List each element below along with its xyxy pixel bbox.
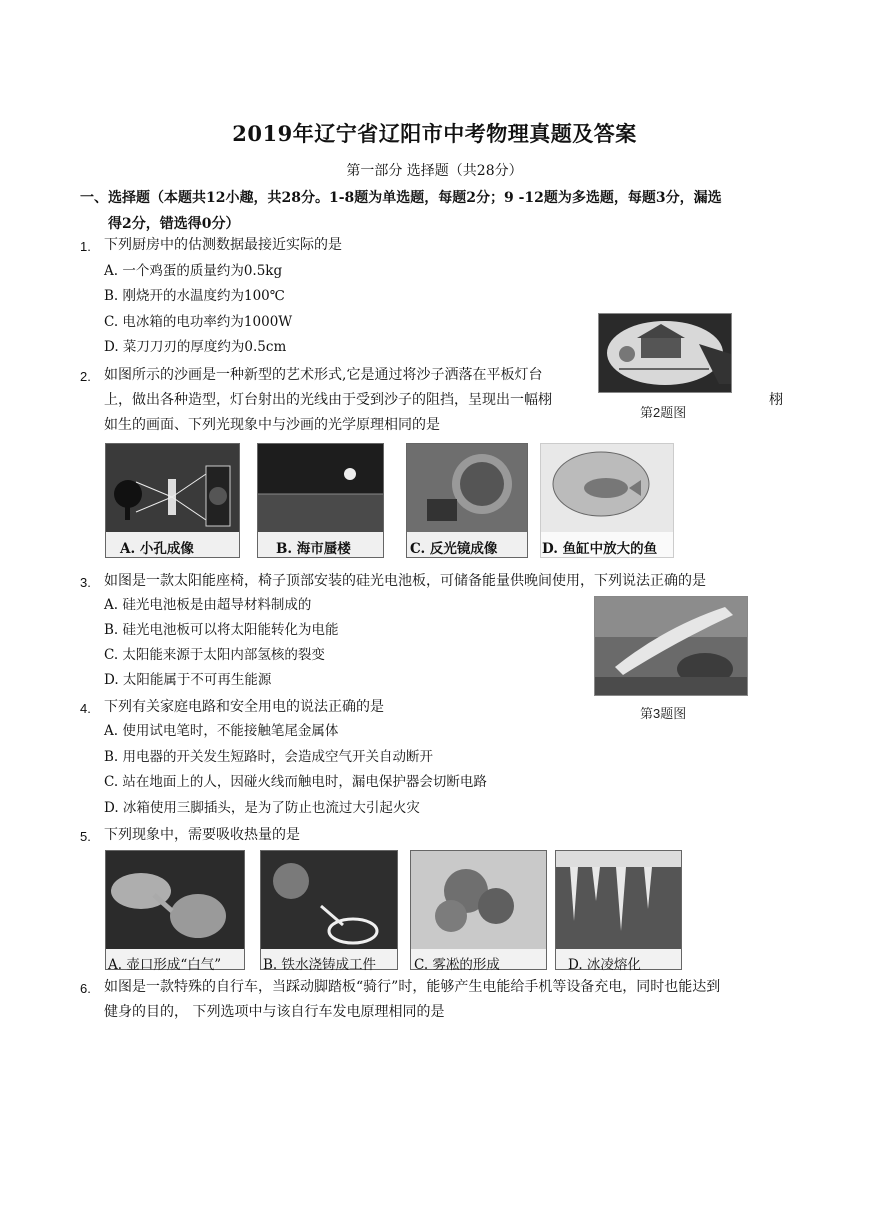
question-stem: 如图是一款太阳能座椅，椅子顶部安装的硅光电池板，可储备能量供晚间使用，下列说法正确的是 [104, 573, 706, 589]
question-stem: 下列厨房中的估测数据最接近实际的是 [104, 237, 342, 253]
section-heading [80, 185, 795, 237]
question-stem: 下列有关家庭电路和安全用电的说法正确的是 [104, 699, 384, 715]
kettle-steam-image [105, 850, 245, 970]
question-number: 6. [80, 981, 91, 996]
option-d: D. 冰箱使用三脚插头，是为了防止也流过大引起火灾 [104, 800, 420, 816]
rime-image [410, 850, 547, 970]
section-heading-line2: 得2分，错选得0分） [108, 216, 240, 232]
icicle-drawing [556, 851, 681, 969]
question-number: 4. [80, 701, 91, 716]
image-label-a: A. 壶口形成“白气” [108, 957, 222, 973]
option-c: C. 站在地面上的人，因碰火线而触电时，漏电保护器会切断电路 [104, 774, 487, 790]
question-stem-line2: 上，做出各种造型，灯台射出的光线由于受到沙子的阻挡，呈现出一幅栩 [104, 392, 552, 408]
option-d: D. 太阳能属于不可再生能源 [104, 672, 272, 688]
option-b: B. 刚烧开的水温度约为100℃ [104, 288, 285, 304]
question-stem: 下列现象中，需要吸收热量的是 [104, 827, 300, 843]
question-stem-line2: 健身的目的， 下列选项中与该自行车发电原理相同的是 [104, 1004, 445, 1020]
solar-seat-figure [594, 596, 748, 696]
question-stem-line1: 如图所示的沙画是一种新型的艺术形式,它是通过将沙子洒落在平板灯台 [104, 367, 543, 383]
option-b: B. 硅光电池板可以将太阳能转化为电能 [104, 622, 339, 638]
solar-seat-image [595, 597, 747, 695]
question-stem-line2-tail: 栩 [769, 392, 783, 408]
question-number: 2. [80, 369, 91, 384]
image-label-c: C. 雾凇的形成 [414, 957, 500, 973]
page-title: 2019年辽宁省辽阳市中考物理真题及答案 [232, 121, 637, 146]
molten-iron-drawing [261, 851, 397, 969]
question-stem-line1: 如图是一款特殊的自行车，当踩动脚踏板“骑行”时，能够产生电能给手机等设备充电，同时也能达到 [104, 979, 721, 995]
part-subtitle: 第一部分 选择题（共28分） [346, 163, 523, 179]
image-label-b: B. 海市蜃楼 [276, 541, 351, 557]
option-a: A. 使用试电笔时，不能接触笔尾金属体 [104, 723, 339, 739]
question-number: 3. [80, 575, 91, 590]
icicle-image [555, 850, 682, 970]
question-stem-line3: 如生的画面、下列光现象中与沙画的光学原理相同的是 [104, 417, 440, 433]
kettle-drawing [106, 851, 244, 969]
option-c: C. 太阳能来源于太阳内部氢核的裂变 [104, 647, 325, 663]
figure-caption: 第2题图 [640, 405, 687, 420]
sand-art-figure [598, 313, 732, 393]
figure-caption: 第3题图 [640, 706, 687, 721]
image-label-a: A. 小孔成像 [120, 541, 194, 557]
option-a: A. 硅光电池板是由超导材料制成的 [104, 597, 312, 613]
question-number: 5. [80, 829, 91, 844]
option-b: B. 用电器的开关发生短路时，会造成空气开关自动断开 [104, 749, 434, 765]
image-label-d: D. 鱼缸中放大的鱼 [542, 541, 658, 557]
image-label-d: D. 冰凌熔化 [568, 957, 641, 973]
molten-iron-image [260, 850, 398, 970]
option-a: A. 一个鸡蛋的质量约为0.5kg [104, 263, 283, 279]
section-heading-line1: 一、选择题（本题共12小趣，共28分。1-8题为单选题，每题2分；9 -12题为多选题，每题3分，漏选 [80, 190, 722, 206]
sand-art-image [599, 314, 731, 392]
image-label-c: C. 反光镜成像 [410, 541, 498, 557]
image-label-b: B. 铁水浇铸成工件 [263, 957, 377, 973]
option-d: D. 菜刀刀刃的厚度约为0.5cm [104, 339, 287, 355]
rime-drawing [411, 851, 546, 969]
option-c: C. 电冰箱的电功率约为1000W [104, 314, 293, 330]
question-number: 1. [80, 239, 91, 254]
